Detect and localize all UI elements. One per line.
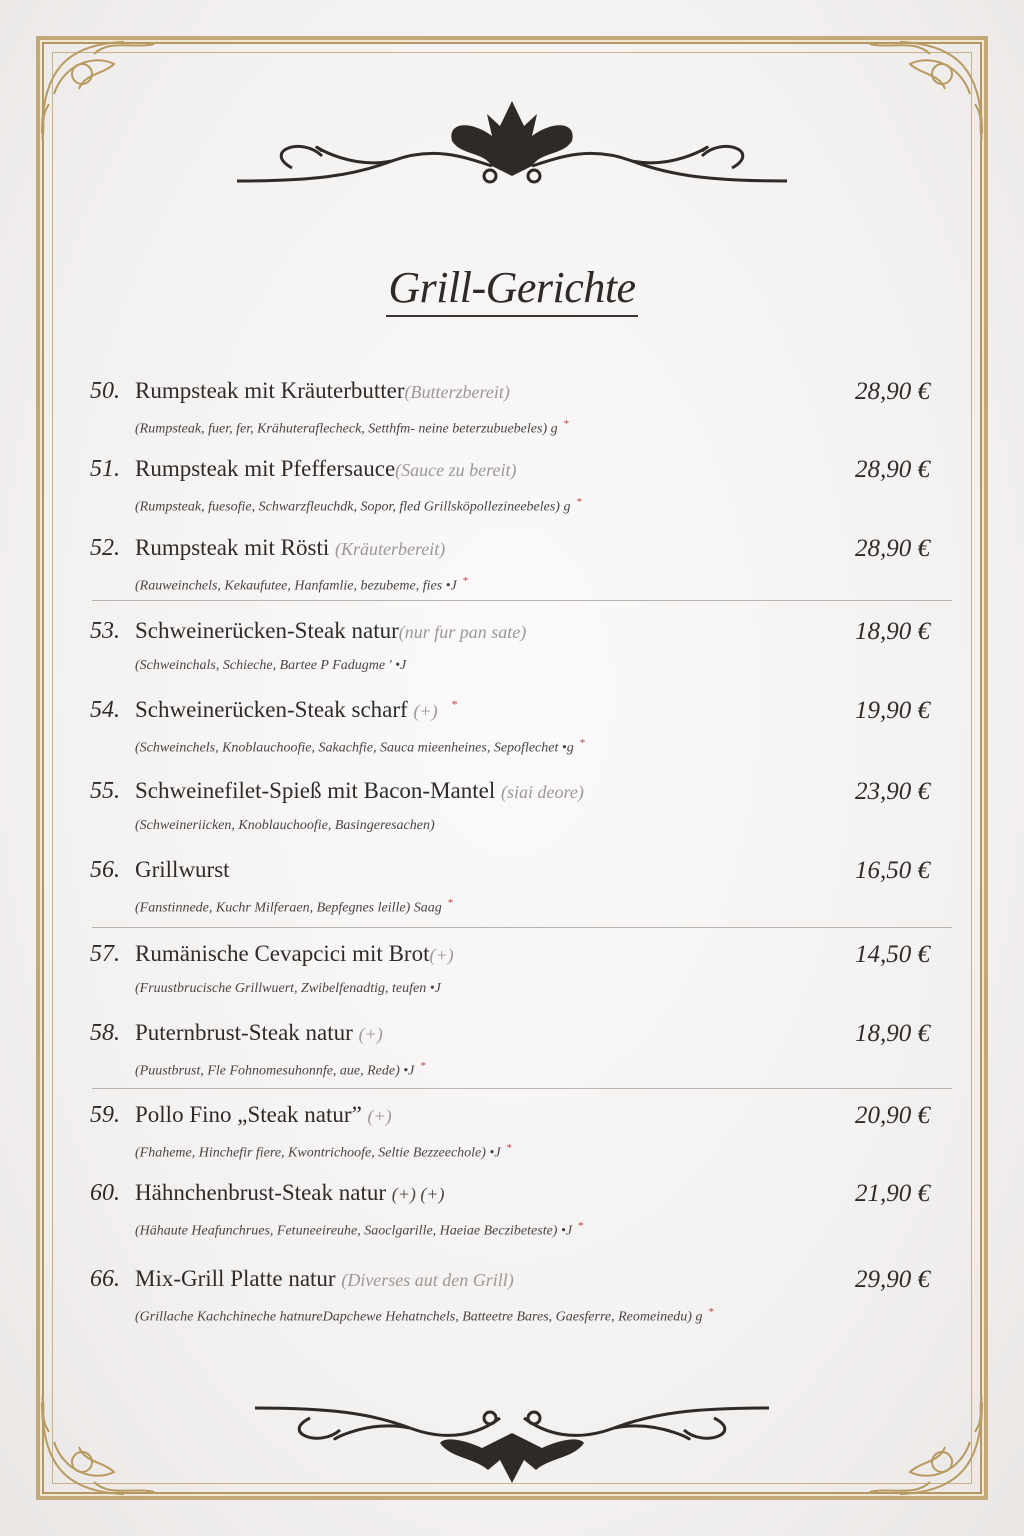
item-price: 23,90 € bbox=[855, 778, 930, 805]
item-name: Rumpsteak mit Rösti (Kräuterbereit) bbox=[135, 535, 446, 560]
item-description: (Rumpsteak, fuesofie, Schwarzfleuchdk, Sopor, fled Grillsköpollezineebeles) g * bbox=[135, 496, 582, 515]
flourish-bottom-icon bbox=[250, 1388, 774, 1488]
item-description: (Schweineriicken, Knoblauchoofie, Basingeresachen) bbox=[135, 818, 435, 833]
menu-item bbox=[90, 378, 940, 437]
item-number: 54. bbox=[90, 697, 120, 723]
item-name: Puternbrust-Steak natur (+) bbox=[135, 1020, 383, 1045]
item-price: 14,50 € bbox=[855, 941, 930, 968]
item-note: (Diverses aut den Grill) bbox=[341, 1270, 514, 1290]
item-number: 53. bbox=[90, 618, 120, 644]
flourish-top-icon bbox=[232, 96, 792, 196]
item-name: Schweinefilet-Spieß mit Bacon-Mantel (siai deore) bbox=[135, 778, 584, 803]
item-name: Schweinerücken-Steak scharf (+) * bbox=[135, 697, 458, 722]
item-price: 19,90 € bbox=[855, 697, 930, 724]
item-number: 55. bbox=[90, 778, 120, 804]
menu-item bbox=[90, 1102, 940, 1161]
item-name: Hähnchenbrust-Steak natur (+) (+) bbox=[135, 1180, 445, 1205]
section-divider bbox=[92, 600, 952, 601]
item-description: (Schweinchels, Knoblauchoofie, Sakachfie, Sauca mieenheines, Sepoflechet •g * bbox=[135, 737, 586, 756]
item-number: 59. bbox=[90, 1102, 120, 1128]
item-description: (Rumpsteak, fuer, fer, Krähuteraflecheck, Setthfm- neine beterzubuebeles) g * bbox=[135, 418, 570, 437]
item-note: (Kräuterbereit) bbox=[334, 539, 446, 559]
item-description: (Hähaute Heafunchrues, Fetuneeireuhe, Saoclgarille, Haeiae Beczibeteste) •J * bbox=[135, 1220, 584, 1239]
item-note: (siai deore) bbox=[501, 782, 584, 802]
item-note: (nur fur pan sate) bbox=[398, 622, 527, 642]
corner-ornament-bottom-left bbox=[34, 1392, 164, 1502]
item-note: (Sauce zu bereit) bbox=[395, 460, 517, 480]
page-title: Grill-Gerichte bbox=[0, 262, 1024, 313]
item-price: 28,90 € bbox=[855, 535, 930, 562]
item-name: Rumänische Cevapcici mit Brot(+) bbox=[135, 941, 454, 966]
menu-item bbox=[90, 857, 940, 916]
item-name: Rumpsteak mit Pfeffersauce(Sauce zu bereit) bbox=[135, 456, 517, 481]
item-note: (Butterzbereit) bbox=[404, 382, 510, 402]
item-description: (Fanstinnede, Kuchr Milferaen, Bepfegnes leille) Saag * bbox=[135, 897, 454, 916]
item-number: 56. bbox=[90, 857, 120, 883]
item-price: 18,90 € bbox=[855, 1020, 930, 1047]
item-note: (+) bbox=[413, 701, 438, 721]
menu-item bbox=[90, 535, 940, 594]
item-number: 50. bbox=[90, 378, 120, 404]
item-price: 28,90 € bbox=[855, 456, 930, 483]
menu-item bbox=[90, 697, 940, 756]
menu-item bbox=[90, 778, 940, 833]
item-note: (+) bbox=[358, 1024, 383, 1044]
item-name: Mix-Grill Platte natur (Diverses aut den Grill) bbox=[135, 1266, 514, 1291]
corner-ornament-top-right bbox=[860, 34, 990, 144]
item-name: Pollo Fino „Steak natur” (+) bbox=[135, 1102, 392, 1127]
section-divider bbox=[92, 1088, 952, 1089]
item-note: (+) bbox=[429, 945, 454, 965]
item-description: (Fhaheme, Hinchefir fiere, Kwontrichoofe, Seltie Bezzeechole) •J * bbox=[135, 1142, 513, 1161]
item-price: 28,90 € bbox=[855, 378, 930, 405]
menu-item bbox=[90, 618, 940, 673]
item-number: 58. bbox=[90, 1020, 120, 1046]
item-description: (Puustbrust, Fle Fohnomesuhonnfe, aue, Rede) •J * bbox=[135, 1060, 426, 1079]
item-price: 29,90 € bbox=[855, 1266, 930, 1293]
menu-item bbox=[90, 1020, 940, 1079]
item-name: Rumpsteak mit Kräuterbutter(Butterzbereit) bbox=[135, 378, 510, 403]
menu-item bbox=[90, 456, 940, 515]
item-price: 18,90 € bbox=[855, 618, 930, 645]
item-description: (Fruustbrucische Grillwuert, Zwibelfenadtig, teufen •J bbox=[135, 981, 441, 996]
section-divider bbox=[92, 927, 952, 928]
item-price: 16,50 € bbox=[855, 857, 930, 884]
item-price: 20,90 € bbox=[855, 1102, 930, 1129]
item-note: (+) (+) bbox=[391, 1184, 445, 1204]
menu-item bbox=[90, 1266, 940, 1325]
item-number: 66. bbox=[90, 1266, 120, 1292]
item-name: Schweinerücken-Steak natur(nur fur pan sate) bbox=[135, 618, 527, 643]
menu-item bbox=[90, 1180, 940, 1239]
item-description: (Schweinchals, Schieche, Bartee P Fadugme ' •J bbox=[135, 658, 407, 673]
item-description: (Rauweinchels, Kekaufutee, Hanfamlie, bezubeme, fies •J * bbox=[135, 575, 469, 594]
item-number: 52. bbox=[90, 535, 120, 561]
item-number: 51. bbox=[90, 456, 120, 482]
corner-ornament-bottom-right bbox=[860, 1392, 990, 1502]
item-price: 21,90 € bbox=[855, 1180, 930, 1207]
item-number: 57. bbox=[90, 941, 120, 967]
item-description: (Grillache Kachchineche hatnureDapchewe Hehatnchels, Batteetre Bares, Gaesferre, Reomeinedu) g * bbox=[135, 1306, 714, 1325]
item-name: Grillwurst bbox=[135, 857, 230, 882]
item-note: (+) bbox=[367, 1106, 392, 1126]
item-number: 60. bbox=[90, 1180, 120, 1206]
corner-ornament-top-left bbox=[34, 34, 164, 144]
menu-item bbox=[90, 941, 940, 996]
